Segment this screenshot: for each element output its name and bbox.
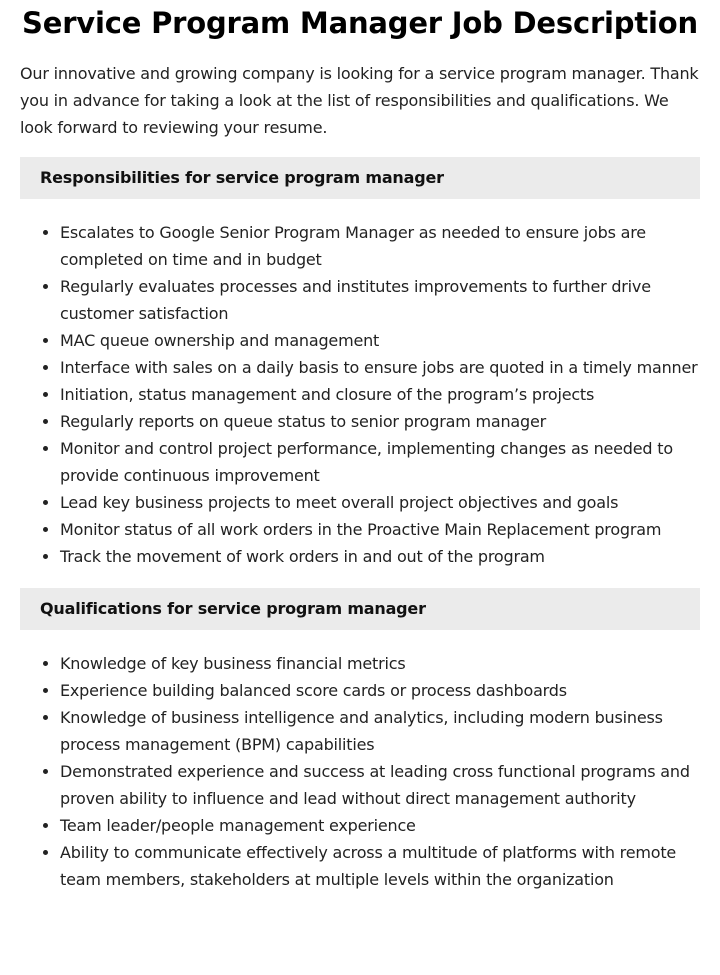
qualifications-list [20,650,700,893]
list-item: • Ability to communicate effectively across a multitude of platforms with remote team members, stakeholders at multiple levels within the organization [60,839,700,893]
qualifications-heading: Qualifications for service program manager [20,588,700,630]
responsibilities-heading: Responsibilities for service program manager [20,157,700,199]
responsibilities-list [20,219,700,570]
list-item: • Knowledge of key business financial metrics [60,650,700,677]
page-title: Service Program Manager Job Description [22,6,698,40]
list-item: • Experience building balanced score cards or process dashboards [60,677,700,704]
list-item: • Lead key business projects to meet overall project objectives and goals [60,489,700,516]
list-item: • Monitor status of all work orders in the Proactive Main Replacement program [60,516,700,543]
list-item: • Knowledge of business intelligence and analytics, including modern business process management (BPM) capabilities [60,704,700,758]
list-item: • Initiation, status management and closure of the program’s projects [60,381,700,408]
list-item: • Demonstrated experience and success at leading cross functional programs and proven ability to influence and lead without direct management authority [60,758,700,812]
list-item: • Track the movement of work orders in and out of the program [60,543,700,570]
list-item: • Interface with sales on a daily basis to ensure jobs are quoted in a timely manner [60,354,700,381]
list-item: • Team leader/people management experience [60,812,700,839]
list-item: • Regularly reports on queue status to senior program manager [60,408,700,435]
list-item: • Regularly evaluates processes and institutes improvements to further drive customer satisfaction [60,273,700,327]
list-item: • Monitor and control project performance, implementing changes as needed to provide continuous improvement [60,435,700,489]
list-item: • MAC queue ownership and management [60,327,700,354]
intro-paragraph: Our innovative and growing company is looking for a service program manager. Thank you in advance for taking a look at the list of responsibilities and qualifications. We look forward to reviewing your resume. [20,64,699,137]
list-item: • Escalates to Google Senior Program Manager as needed to ensure jobs are completed on time and in budget [60,219,700,273]
